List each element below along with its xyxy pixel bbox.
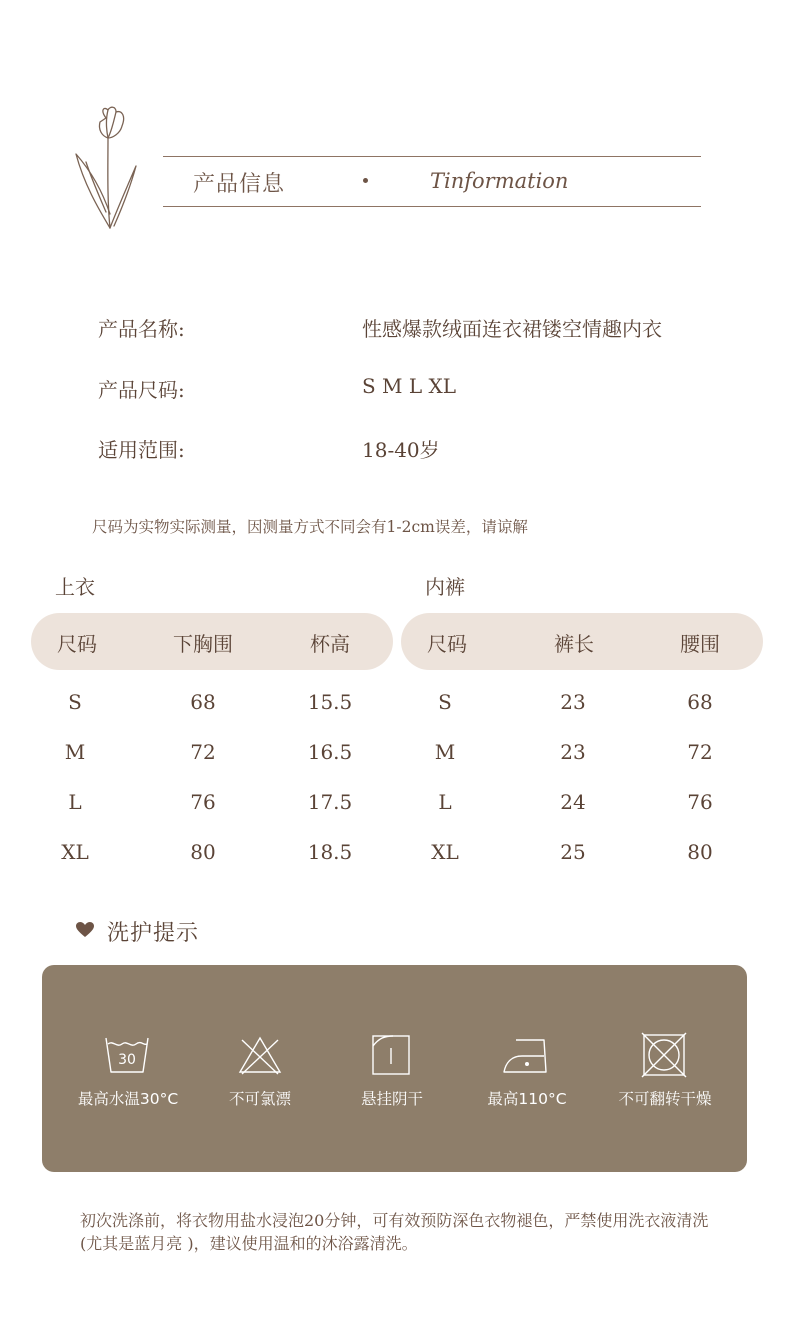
product-size-value: S M L XL: [362, 374, 457, 398]
table-cell: 76: [687, 790, 713, 814]
table-cell: L: [68, 790, 82, 814]
iron-110-icon: [502, 1032, 550, 1078]
table-cell: S: [68, 690, 82, 714]
top-header-cup: 杯高: [310, 632, 350, 656]
table-cell: 80: [190, 840, 216, 864]
table-cell: 68: [190, 690, 216, 714]
table-cell: 16.5: [307, 740, 353, 764]
no-bleach-icon: [236, 1032, 284, 1078]
product-range-value: 18-40岁: [362, 438, 440, 462]
table-cell: 80: [687, 840, 713, 864]
care-label-wash: 最高水温30°C: [77, 1090, 179, 1108]
header-rule-top: [163, 156, 701, 157]
size-note: 尺码为实物实际测量，因测量方式不同会有1-2cm误差，请谅解: [92, 518, 528, 536]
top-header-size: 尺码: [57, 632, 97, 656]
header-dot: [363, 178, 368, 183]
table-cell: 15.5: [307, 690, 353, 714]
table-cell: XL: [61, 840, 89, 864]
bottom-header-size: 尺码: [427, 632, 467, 656]
table-cell: L: [438, 790, 452, 814]
bottom-header-length: 裤长: [554, 632, 594, 656]
header-title-en: Tinformation: [430, 169, 569, 193]
table-cell: 72: [190, 740, 216, 764]
table-cell: 24: [560, 790, 586, 814]
table-cell: 23: [560, 690, 586, 714]
tulip-icon: [70, 104, 142, 234]
care-label-tumble: 不可翻转干燥: [618, 1090, 712, 1108]
table-cell: S: [438, 690, 452, 714]
product-name-value: 性感爆款绒面连衣裙镂空情趣内衣: [362, 317, 662, 341]
table-cell: 18.5: [307, 840, 353, 864]
product-range-label: 适用范围:: [98, 438, 185, 462]
hang-dry-icon: [367, 1032, 415, 1078]
table-cell: 68: [687, 690, 713, 714]
heart-icon: [76, 922, 94, 938]
no-tumble-dry-icon: [640, 1032, 688, 1078]
table-cell: XL: [431, 840, 459, 864]
table-cell: M: [434, 740, 456, 764]
table-cell: 17.5: [307, 790, 353, 814]
product-size-label: 产品尺码:: [98, 378, 185, 402]
care-title: 洗护提示: [107, 921, 200, 946]
table-cell: 25: [560, 840, 586, 864]
care-label-iron: 最高110°C: [487, 1090, 567, 1108]
bottom-header-waist: 腰围: [680, 632, 720, 656]
top-header-underbust: 下胸围: [173, 632, 233, 656]
top-table-title: 上衣: [55, 575, 95, 599]
product-name-label: 产品名称:: [98, 317, 185, 341]
table-cell: 72: [687, 740, 713, 764]
svg-text:30: 30: [118, 1052, 136, 1068]
table-cell: 76: [190, 790, 216, 814]
wash-30-icon: [103, 1032, 151, 1078]
table-cell: M: [64, 740, 86, 764]
wash-note: 初次洗涤前，将衣物用盐水浸泡20分钟，可有效预防深色衣物褪色，严禁使用洗衣液清洗(尤其是蓝月亮 )，建议使用温和的沐浴露清洗。: [80, 1211, 709, 1253]
care-label-hang: 悬挂阴干: [360, 1090, 424, 1108]
table-cell: 23: [560, 740, 586, 764]
header-title-cn: 产品信息: [193, 172, 286, 197]
bottom-table-title: 内裤: [425, 575, 465, 599]
header-rule-bottom: [163, 206, 701, 207]
care-label-bleach: 不可氯漂: [228, 1090, 292, 1108]
